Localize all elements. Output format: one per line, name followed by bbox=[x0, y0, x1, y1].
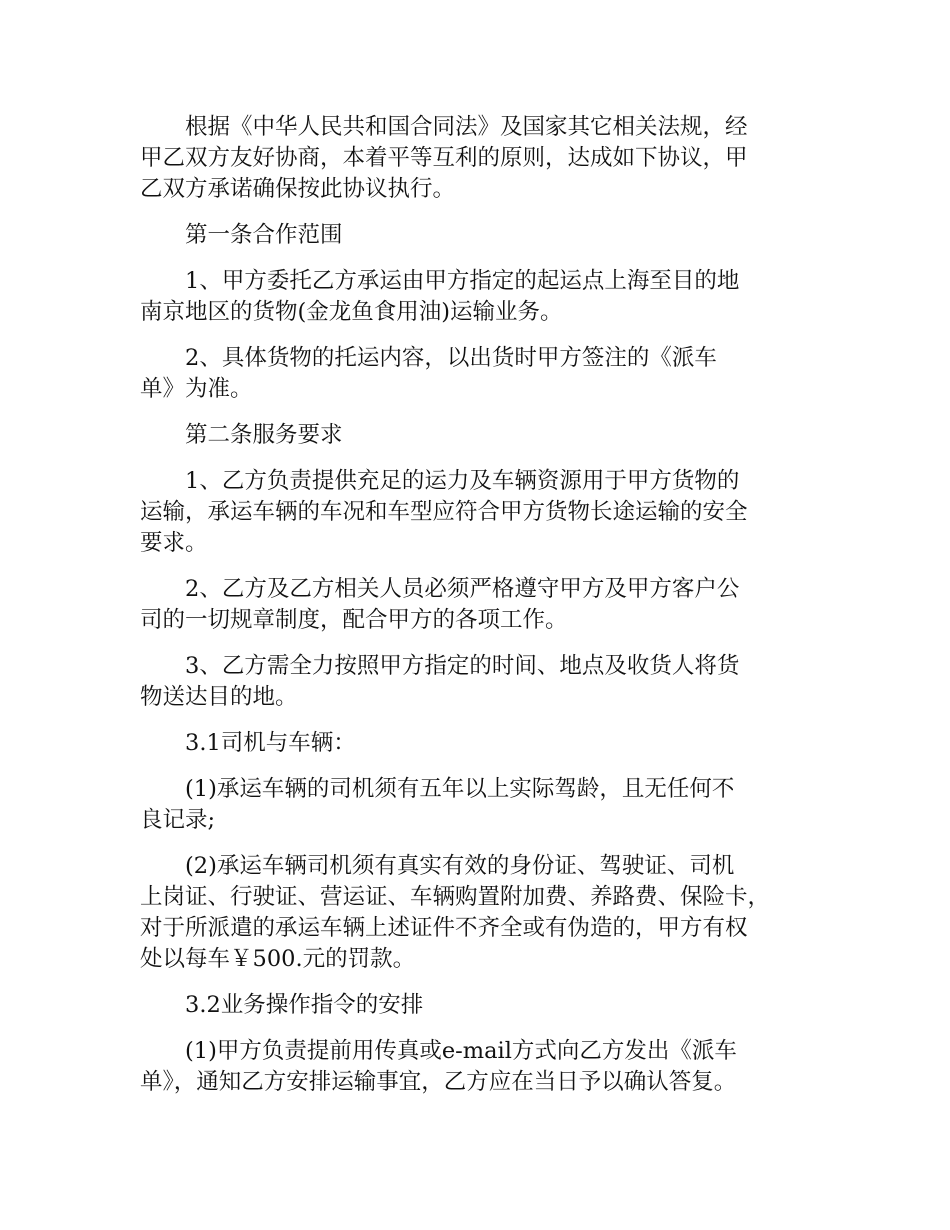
text-line: 运输，承运车辆的车况和车型应符合甲方货物长途运输的安全 bbox=[140, 499, 748, 525]
text-line: 单》，通知乙方安排运输事宜，乙方应在当日予以确认答复。 bbox=[140, 1069, 737, 1095]
text-line: 3.1司机与车辆： bbox=[185, 730, 356, 756]
text-line: 第一条合作范围 bbox=[185, 222, 343, 248]
paragraph bbox=[140, 420, 820, 451]
text-line: 南京地区的货物(金龙鱼食用油)运输业务。 bbox=[140, 299, 563, 325]
text-line: 根据《中华人民共和国合同法》及国家其它相关法规，经 bbox=[185, 114, 748, 140]
text-line: 乙双方承诺确保按此协议执行。 bbox=[140, 176, 456, 202]
text-line: 上岗证、行驶证、营运证、车辆购置附加费、养路费、保险卡， bbox=[140, 884, 771, 910]
text-line: 单》为准。 bbox=[140, 376, 253, 402]
text-line: 良记录; bbox=[140, 807, 216, 833]
text-line: (1)甲方负责提前用传真或e-mail方式向乙方发出《派车 bbox=[185, 1038, 737, 1064]
paragraph bbox=[140, 343, 820, 405]
paragraph bbox=[140, 220, 820, 251]
text-line: (1)承运车辆的司机须有五年以上实际驾龄，且无任何不 bbox=[185, 776, 735, 802]
paragraph bbox=[140, 112, 820, 205]
paragraph bbox=[140, 466, 820, 559]
paragraph bbox=[140, 728, 820, 759]
paragraph bbox=[140, 1036, 820, 1098]
text-line: 3.2业务操作指令的安排 bbox=[185, 992, 424, 1018]
document-page bbox=[140, 112, 820, 1113]
text-line: 第二条服务要求 bbox=[185, 422, 343, 448]
text-line: 对于所派遣的承运车辆上述证件不齐全或有伪造的，甲方有权 bbox=[140, 915, 748, 941]
text-line: 1、甲方委托乙方承运由甲方指定的起运点上海至目的地 bbox=[185, 268, 740, 294]
text-line: 司的一切规章制度，配合甲方的各项工作。 bbox=[140, 607, 568, 633]
text-line: 2、具体货物的托运内容，以出货时甲方签注的《派车 bbox=[185, 345, 717, 371]
paragraph bbox=[140, 774, 820, 836]
text-line: 甲乙双方友好协商，本着平等互利的原则，达成如下协议，甲 bbox=[140, 145, 748, 171]
text-line: 处以每车￥500.元的罚款。 bbox=[140, 946, 416, 972]
paragraph bbox=[140, 266, 820, 328]
paragraph bbox=[140, 651, 820, 713]
text-line: (2)承运车辆司机须有真实有效的身份证、驾驶证、司机 bbox=[185, 853, 735, 879]
text-line: 3、乙方需全力按照甲方指定的时间、地点及收货人将货 bbox=[185, 653, 740, 679]
text-line: 物送达目的地。 bbox=[140, 684, 298, 710]
paragraph bbox=[140, 574, 820, 636]
text-line: 1、乙方负责提供充足的运力及车辆资源用于甲方货物的 bbox=[185, 468, 740, 494]
text-line: 要求。 bbox=[140, 530, 208, 556]
text-line: 2、乙方及乙方相关人员必须严格遵守甲方及甲方客户公 bbox=[185, 576, 740, 602]
paragraph bbox=[140, 851, 820, 975]
paragraph bbox=[140, 990, 820, 1021]
